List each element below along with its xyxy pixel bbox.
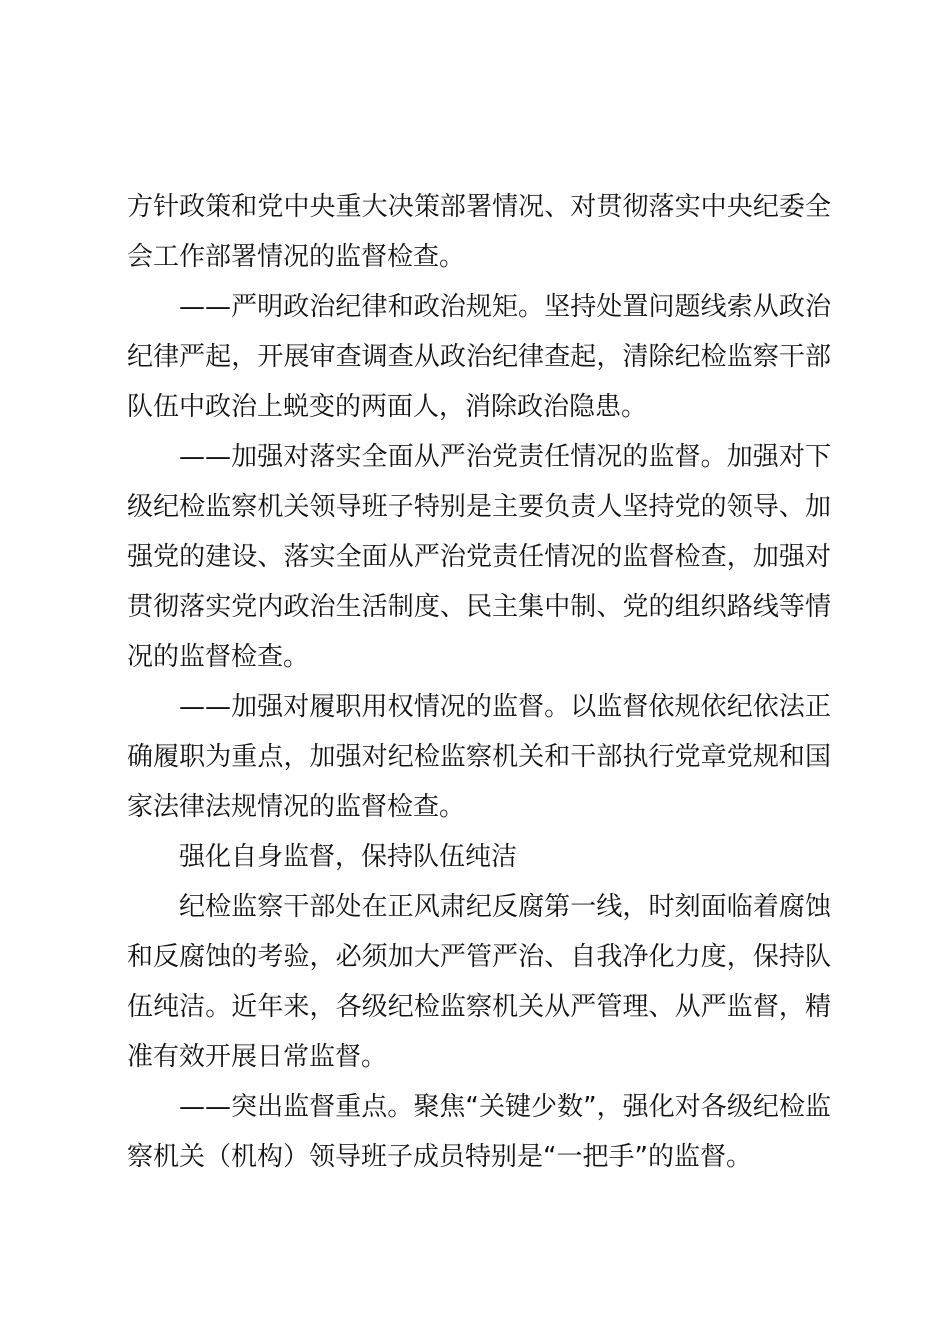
paragraph-supervision-focus: ——突出监督重点。聚焦“关键少数”，强化对各级纪检监察机关（机构）领导班子成员特别是“一把手”的监督。: [127, 1092, 831, 1172]
document-body: [127, 182, 831, 1182]
paragraph-continuation: 方针政策和党中央重大决策部署情况、对贯彻落实中央纪委全会工作部署情况的监督检查。: [127, 192, 831, 272]
paragraph-party-responsibility: ——加强对落实全面从严治党责任情况的监督。加强对下级纪检监察机关领导班子特别是主要负责人坚持党的领导、加强党的建设、落实全面从严治党责任情况的监督检查，加强对贯彻落实党内政治生活制度、民主集中制、党的组织路线等情况的监督检查。: [127, 442, 831, 672]
paragraph-political-discipline: ——严明政治纪律和政治规矩。坚持处置问题线索从政治纪律严起，开展审查调查从政治纪律查起，清除纪检监察干部队伍中政治上蜕变的两面人，消除政治隐患。: [127, 292, 831, 422]
paragraph-power-exercise: ——加强对履职用权情况的监督。以监督依规依纪依法正确履职为重点，加强对纪检监察机关和干部执行党章党规和国家法律法规情况的监督检查。: [127, 692, 831, 822]
paragraph-team-purity: 纪检监察干部处在正风肃纪反腐第一线，时刻面临着腐蚀和反腐蚀的考验，必须加大严管严治、自我净化力度，保持队伍纯洁。近年来，各级纪检监察机关从严管理、从严监督，精准有效开展日常监督。: [127, 892, 831, 1072]
section-heading: 强化自身监督，保持队伍纯洁: [179, 842, 518, 872]
